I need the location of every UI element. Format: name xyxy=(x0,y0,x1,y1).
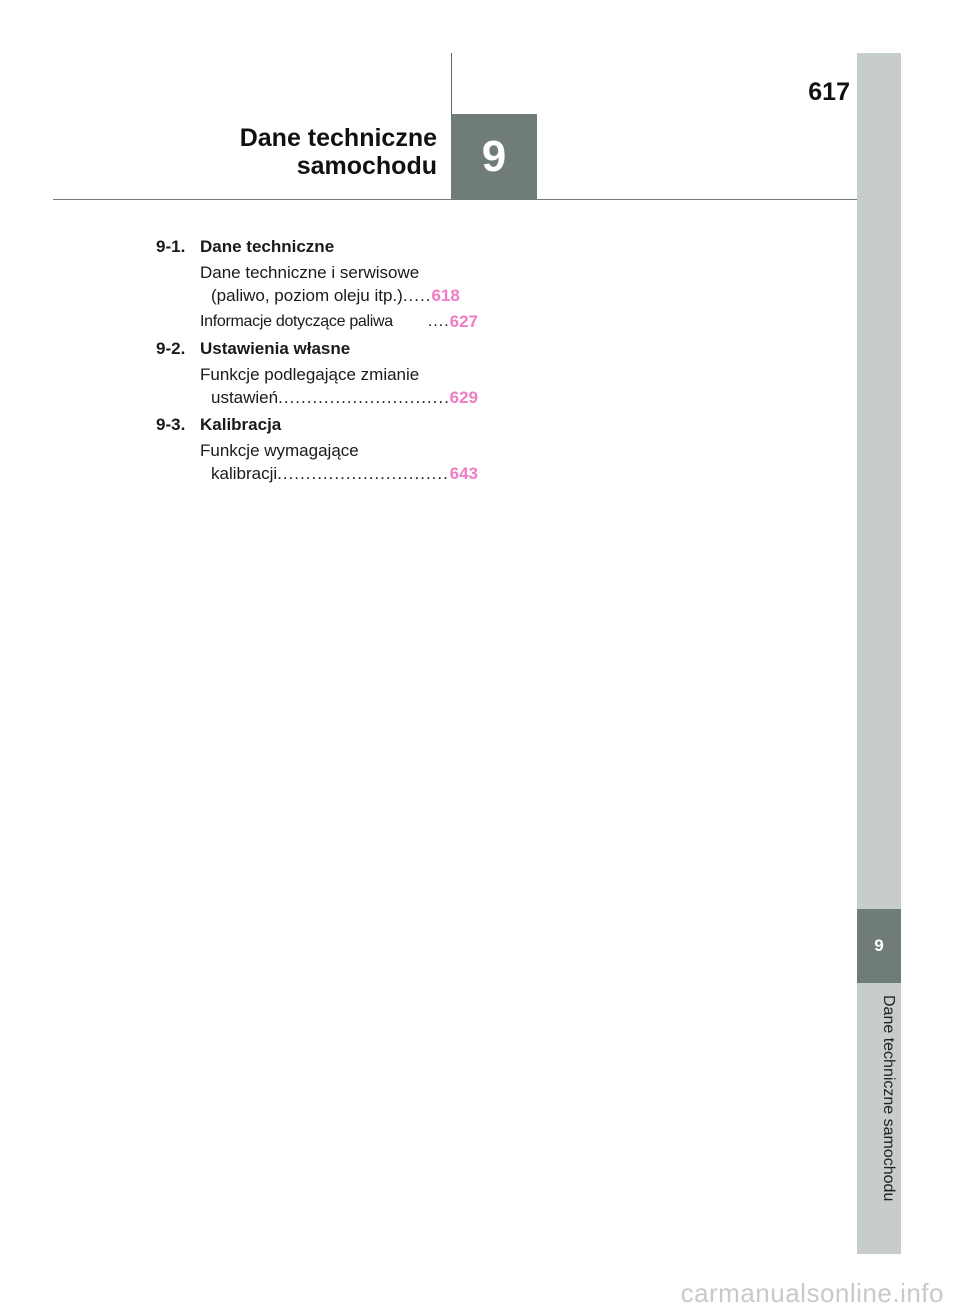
toc-entry-title-line1: Funkcje podlegające zmianie xyxy=(200,365,420,384)
toc-entry-page-link[interactable]: 629 xyxy=(449,388,478,407)
toc-entry-page-link[interactable]: 643 xyxy=(449,464,478,483)
toc-section-heading xyxy=(156,338,478,360)
toc-entry-page-link[interactable]: 627 xyxy=(449,312,478,331)
toc-entry[interactable] xyxy=(200,261,478,307)
toc-entry-title-line1: Funkcje wymagające xyxy=(200,441,359,460)
header-horizontal-divider xyxy=(53,199,857,200)
toc-entry[interactable] xyxy=(200,363,478,409)
toc-entry-page-link[interactable]: 618 xyxy=(431,286,460,305)
toc-entry[interactable] xyxy=(200,310,478,333)
toc-entry-title: Informacje dotyczące paliwa xyxy=(200,313,393,330)
toc-section-9-2 xyxy=(156,338,478,409)
page-number: 617 xyxy=(808,78,850,106)
toc-entry-leader-dots: .... xyxy=(427,313,450,330)
toc-section-heading xyxy=(156,414,478,436)
toc-section-9-3 xyxy=(156,414,478,485)
toc-entry-title-line2: ustawień xyxy=(211,388,279,407)
toc-entry-title-line2: (paliwo, poziom oleju itp.) xyxy=(211,286,403,305)
side-tab-chapter-marker[interactable]: 9 xyxy=(857,909,901,983)
chapter-title xyxy=(240,124,437,180)
toc-section-title: Dane techniczne xyxy=(200,237,335,256)
header-vertical-divider xyxy=(451,53,452,115)
toc-entry[interactable] xyxy=(200,439,478,485)
toc-section-number: 9-2. xyxy=(156,339,186,358)
toc-entry-title-line2: kalibracji xyxy=(211,464,278,483)
chapter-title-line1: Dane techniczne xyxy=(239,124,437,152)
toc-section-title: Kalibracja xyxy=(200,415,282,434)
toc-entry-title-line1: Dane techniczne i serwisowe xyxy=(200,263,420,282)
toc-section-number: 9-3. xyxy=(156,415,186,434)
toc-section-9-1 xyxy=(156,236,478,333)
toc-entry-leader-dots: ..... xyxy=(402,286,432,305)
toc-section-number: 9-1. xyxy=(156,237,186,256)
toc-entry-leader-dots: .............................. xyxy=(278,388,450,407)
chapter-title-line2: samochodu xyxy=(296,152,437,180)
side-tab-label: Dane techniczne samochodu xyxy=(880,995,897,1202)
table-of-contents xyxy=(156,236,478,485)
toc-section-heading xyxy=(156,236,478,258)
chapter-number-box: 9 xyxy=(451,114,537,200)
toc-entry-leader-dots: .............................. xyxy=(277,464,449,483)
watermark: carmanualsonline.info xyxy=(680,1278,944,1308)
toc-section-title: Ustawienia własne xyxy=(200,339,351,358)
